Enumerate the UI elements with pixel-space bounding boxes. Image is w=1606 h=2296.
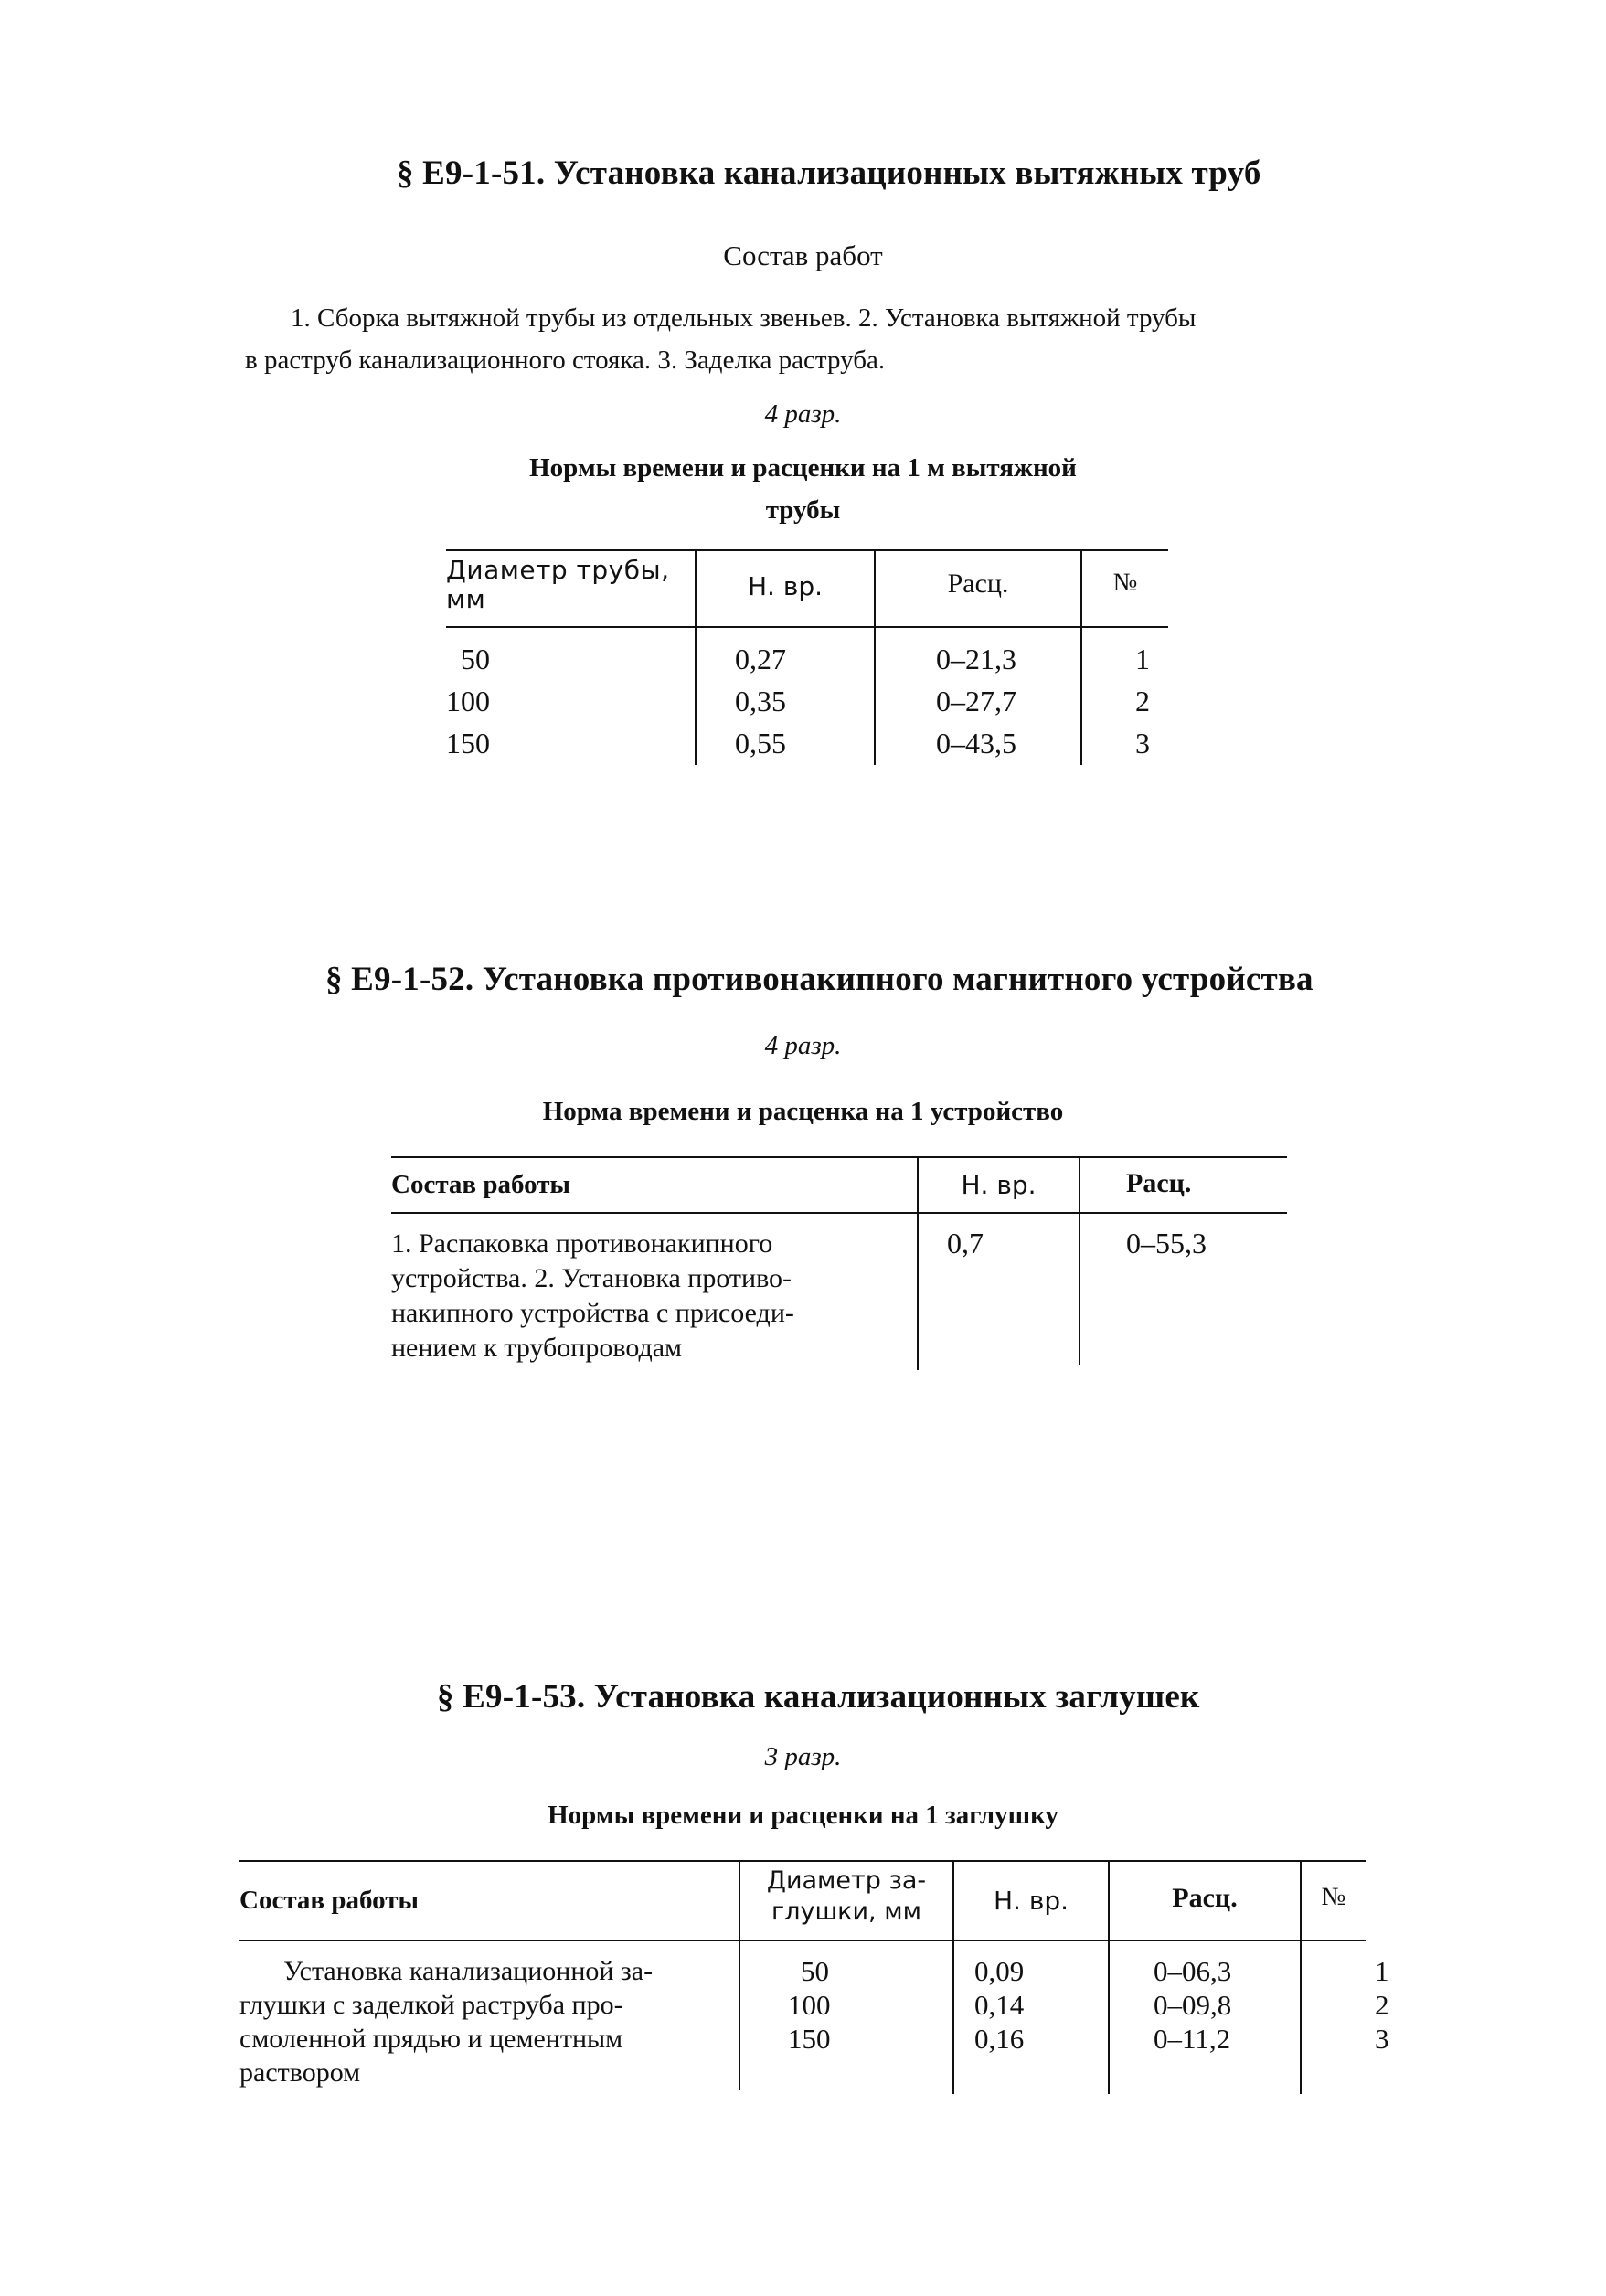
table-51-row-2-num: 2 <box>1135 685 1150 718</box>
table-53-row-3-rasc: 0–11,2 <box>1154 2023 1231 2055</box>
table-53-row-2-rasc: 0–09,8 <box>1154 1989 1232 2021</box>
section-51-caption-line1: Нормы времени и расценки на 1 м вытяжной <box>529 453 1077 483</box>
table-52-work-line: накипного устройства с присоеди- <box>391 1298 794 1328</box>
section-52-caption: Норма времени и расценка на 1 устройство <box>542 1097 1064 1126</box>
table-53-num-column <box>1375 1954 1389 2056</box>
table-51-header-nvr: Н. вр. <box>747 571 824 601</box>
section-51-composition-line2: в раструб канализационного стояка. 3. Заделка раструба. <box>245 345 886 375</box>
table-53-header-nvr: Н. вр. <box>993 1886 1069 1916</box>
table-51-row-3-num: 3 <box>1135 727 1150 760</box>
table-53-work-line: раствором <box>239 2057 361 2088</box>
table-52-work-line: устройства. 2. Установка противо- <box>391 1263 792 1293</box>
table-53-nvr-column <box>974 1954 1024 2056</box>
table-51-header-diameter: Диаметр трубы, мм <box>446 555 670 614</box>
table-53-header-diameter <box>740 1866 952 1928</box>
section-53-title: § Е9-1-53. Установка канализационных заглушек <box>437 1678 1200 1716</box>
table-51-top-rule <box>446 549 1168 551</box>
table-51-header-num: № <box>1112 569 1138 597</box>
table-52-work-description <box>391 1227 794 1366</box>
table-51-row-3-nvr: 0,55 <box>735 727 786 760</box>
table-53-header-work: Состав работы <box>239 1886 420 1915</box>
table-53-rasc-column <box>1154 1954 1231 2056</box>
table-53-top-rule <box>239 1860 1366 1862</box>
table-52-header-nvr: Н. вр. <box>961 1170 1037 1200</box>
table-53-row-1-nvr: 0,09 <box>974 1955 1025 1987</box>
table-53-header-num: № <box>1321 1883 1346 1911</box>
table-53-row-3-diameter: 150 <box>788 2023 831 2055</box>
table-52-work-line: нением к трубопроводам <box>391 1333 683 1363</box>
table-53-work-line: Установка канализационной за- <box>283 1956 654 1986</box>
table-53-diameter-column <box>788 1954 831 2056</box>
table-53-row-2-nvr: 0,14 <box>974 1989 1025 2021</box>
section-51-grade: 4 разр. <box>764 399 842 429</box>
table-51-header-rasc: Расц. <box>947 569 1009 599</box>
table-53-row-2-num: 2 <box>1375 1989 1389 2021</box>
table-52-nvr-value: 0,7 <box>947 1227 984 1260</box>
section-51-composition-line1: 1. Сборка вытяжной трубы из отдельных звеньев. 2. Установка вытяжной трубы <box>291 303 1197 333</box>
section-51-title: § Е9-1-51. Установка канализационных вытяжных труб <box>397 154 1261 192</box>
table-51-row-1-diameter: 50 <box>461 643 490 675</box>
table-52-vline-2 <box>1079 1158 1080 1365</box>
section-51-caption-line2: трубы <box>765 495 841 525</box>
table-51-row-1-num: 1 <box>1135 643 1150 675</box>
table-53-work-line: глушки с заделкой раструба про- <box>239 1990 623 2020</box>
table-51-row-2-nvr: 0,35 <box>735 685 786 718</box>
section-52-grade: 4 разр. <box>764 1031 842 1060</box>
section-51-composition-heading: Состав работ <box>723 239 883 271</box>
table-51-header-rule <box>446 626 1168 628</box>
table-51-row-1-rasc: 0–21,3 <box>936 643 1016 675</box>
table-53-work-line: смоленной прядью и цементным <box>239 2024 623 2054</box>
table-52-header-rule <box>391 1212 1287 1214</box>
table-52-header-rasc: Расц. <box>1126 1168 1192 1198</box>
table-53-row-2-diameter: 100 <box>788 1989 831 2021</box>
table-53-header-diameter-line1: Диаметр за- <box>766 1866 927 1895</box>
table-53-header-rule <box>239 1940 1366 1941</box>
section-53-caption: Нормы времени и расценки на 1 заглушку <box>548 1801 1058 1830</box>
section-52-title: § Е9-1-52. Установка противонакипного магнитного устройства <box>325 961 1314 998</box>
table-52-work-line: 1. Распаковка противонакипного <box>391 1228 773 1259</box>
table-52-header-work: Состав работы <box>391 1170 571 1199</box>
section-53-grade: 3 разр. <box>764 1742 842 1771</box>
table-53-row-1-diameter: 50 <box>801 1955 829 1987</box>
table-51-row-3-diameter: 150 <box>446 727 490 760</box>
table-52-rasc-value: 0–55,3 <box>1126 1227 1207 1260</box>
table-53-header-rasc: Расц. <box>1172 1883 1238 1913</box>
table-51-row-2-rasc: 0–27,7 <box>936 685 1016 718</box>
table-53-row-1-num: 1 <box>1375 1955 1389 1987</box>
table-51-row-3-rasc: 0–43,5 <box>936 727 1016 760</box>
table-53-row-3-num: 3 <box>1375 2023 1389 2055</box>
table-53-row-3-nvr: 0,16 <box>974 2023 1025 2055</box>
table-53-work-description <box>239 1954 653 2089</box>
table-52-top-rule <box>391 1156 1287 1158</box>
table-51-row-1-nvr: 0,27 <box>735 643 786 675</box>
table-53-row-1-rasc: 0–06,3 <box>1154 1955 1232 1987</box>
table-51-row-2-diameter: 100 <box>446 685 490 718</box>
table-53-header-diameter-line2: глушки, мм <box>771 1897 921 1926</box>
